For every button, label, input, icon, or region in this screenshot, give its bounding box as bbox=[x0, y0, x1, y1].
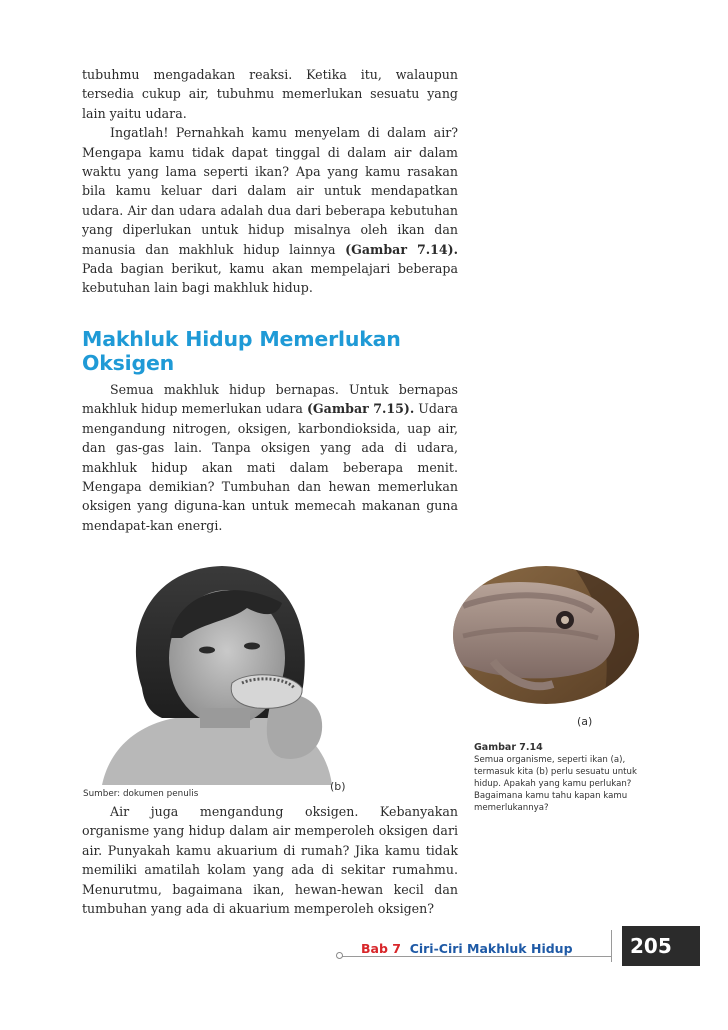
page-number: 205 bbox=[622, 926, 700, 966]
section-text bbox=[82, 380, 458, 535]
caption-text: Semua organisme, seperti ikan (a), termasuk kita (b) perlu sesuatu untuk hidup. Apakah yang kamu perlukan? Bagaimana kamu tahu kapan kamu memerlukannya? bbox=[474, 755, 637, 813]
text-run: Semua makhluk hidup bernapas. Untuk bernapas makhluk hidup memerlukan udara bbox=[82, 382, 458, 417]
text-run: Pada bagian berikut, kamu akan mempelajari beberapa kebutuhan lain bagi makhluk hidup. bbox=[82, 261, 458, 296]
paragraph bbox=[82, 380, 458, 535]
caption-title: Gambar 7.14 bbox=[474, 742, 543, 753]
running-footer bbox=[361, 941, 573, 956]
photo-source: Sumber: dokumen penulis bbox=[83, 789, 199, 799]
footer-rule bbox=[340, 956, 612, 957]
heading-line: Oksigen bbox=[82, 351, 175, 375]
figure-label-b: (b) bbox=[330, 780, 346, 793]
intro-text bbox=[82, 65, 458, 298]
footer-chapter: Bab 7 bbox=[361, 941, 401, 956]
footer-dot bbox=[336, 952, 343, 959]
paragraph bbox=[82, 123, 458, 298]
figure-reference: (Gambar 7.14). bbox=[345, 241, 458, 257]
footer-title: Ciri-Ciri Makhluk Hidup bbox=[409, 941, 573, 956]
photo-girl-eating bbox=[82, 558, 344, 785]
paragraph: tubuhmu mengadakan reaksi. Ketika itu, walaupun tersedia cukup air, tubuhmu memerlukan sesuatu yang lain yaitu udara. bbox=[82, 67, 458, 121]
text-run: Ingatlah! Pernahkah kamu menyelam di dalam air? Mengapa kamu tidak dapat tinggal di dalam air dalam waktu yang lama seperti ikan? Apa yang kamu rasakan bila kamu keluar dari dalam air untuk mendapatkan udara. Air dan udara adalah dua dari beberapa kebutuhan yang diperlukan untuk hidup misalnya oleh ikan dan manusia dan makhluk hidup lainnya bbox=[82, 125, 458, 257]
text-run: Udara mengandung nitrogen, oksigen, karbondioksida, uap air, dan gas-gas lain. Tanpa oksigen yang ada di udara, makhluk hidup akan mati dalam beberapa menit. Mengapa demikian? Tumbuhan dan hewan memerlukan oksigen yang diguna-kan untuk memecah makanan guna mendapat-kan energi. bbox=[82, 401, 459, 533]
closing-text bbox=[82, 802, 458, 918]
figure-reference: (Gambar 7.15). bbox=[306, 401, 415, 417]
figure-label-a: (a) bbox=[577, 715, 593, 728]
paragraph: Air juga mengandung oksigen. Kebanyakan organisme yang hidup dalam air memperoleh oksigen dari air. Punyakah kamu akuarium di rumah? Jika kamu tidak memiliki amatilah kolam yang ada di sekitar rumahmu. Menurutmu, bagaimana ikan, hewan-hewan kecil dan tumbuhan yang ada di akuarium memperoleh oksigen? bbox=[82, 804, 458, 917]
photo-fish bbox=[453, 566, 639, 704]
footer-divider bbox=[611, 930, 612, 962]
heading-line: Makhluk Hidup Memerlukan bbox=[82, 327, 401, 351]
section-heading bbox=[82, 327, 462, 375]
